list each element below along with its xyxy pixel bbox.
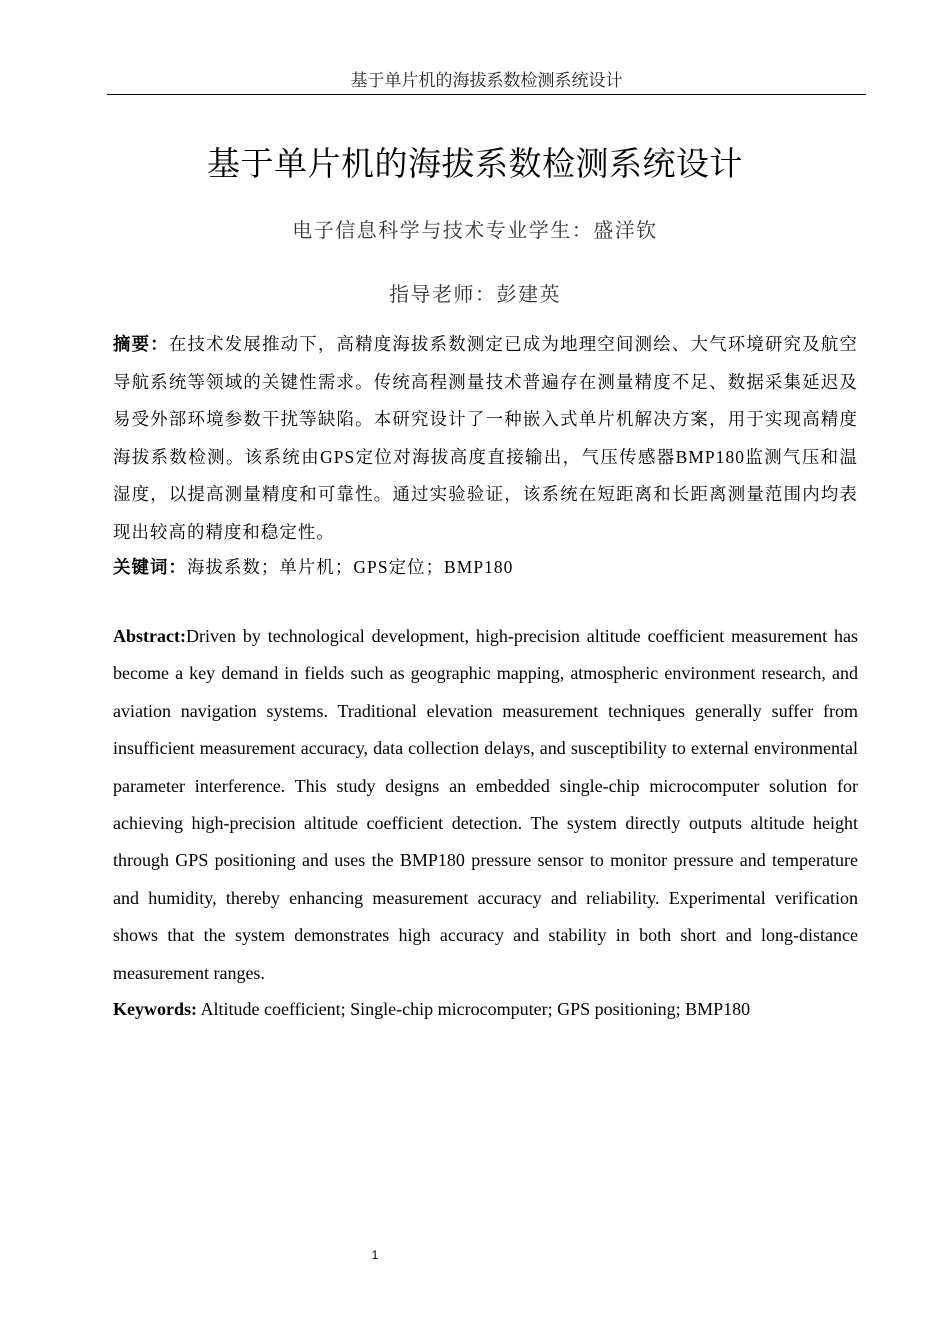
english-abstract	[113, 618, 858, 992]
page-number: 1	[371, 1248, 379, 1262]
english-abstract-text: Driven by technological development, high-precision altitude coefficient measurement has become a key demand in fields such as geographic mapping, atmospheric environment research, and aviation navigation systems. Traditional elevation measurement techniques generally suffer from insufficient measurement accuracy, data collection delays, and susceptibility to external environmental parameter interference. This study designs an embedded single-chip microcomputer solution for achieving high-precision altitude coefficient detection. The system directly outputs altitude height through GPS positioning and uses the BMP180 pressure sensor to monitor pressure and temperature and humidity, thereby enhancing measurement accuracy and reliability. Experimental verification shows that the system demonstrates high accuracy and stability in both short and long-distance measurement ranges.	[113, 626, 858, 983]
chinese-keywords-label: 关键词：	[113, 557, 187, 577]
chinese-keywords-text: 海拔系数；单片机；GPS定位；BMP180	[186, 557, 514, 577]
chinese-keywords	[113, 549, 858, 586]
running-header-title: 基于单片机的海拔系数检测系统设计	[350, 71, 623, 90]
english-keywords	[113, 991, 858, 1027]
author-line: 电子信息科学与技术专业学生：盛洋钦	[292, 220, 658, 242]
english-keywords-label: Keywords:	[113, 999, 197, 1019]
chinese-abstract	[113, 326, 858, 551]
paper-title: 基于单片机的海拔系数检测系统设计	[207, 144, 743, 183]
chinese-abstract-label: 摘要：	[113, 334, 169, 354]
advisor-line: 指导老师：彭建英	[389, 284, 561, 306]
english-abstract-label: Abstract:	[113, 626, 186, 646]
running-header	[107, 70, 866, 95]
english-keywords-text: Altitude coefficient; Single-chip microcomputer; GPS positioning; BMP180	[197, 999, 751, 1019]
chinese-abstract-text: 在技术发展推动下，高精度海拔系数测定已成为地理空间测绘、大气环境研究及航空导航系统等领域的关键性需求。传统高程测量技术普遍存在测量精度不足、数据采集延迟及易受外部环境参数干扰等缺陷。本研究设计了一种嵌入式单片机解决方案，用于实现高精度海拔系数检测。该系统由GPS定位对海拔高度直接输出，气压传感器BMP180监测气压和温湿度，以提高测量精度和可靠性。通过实验验证，该系统在短距离和长距离测量范围内均表现出较高的精度和稳定性。	[113, 334, 858, 542]
